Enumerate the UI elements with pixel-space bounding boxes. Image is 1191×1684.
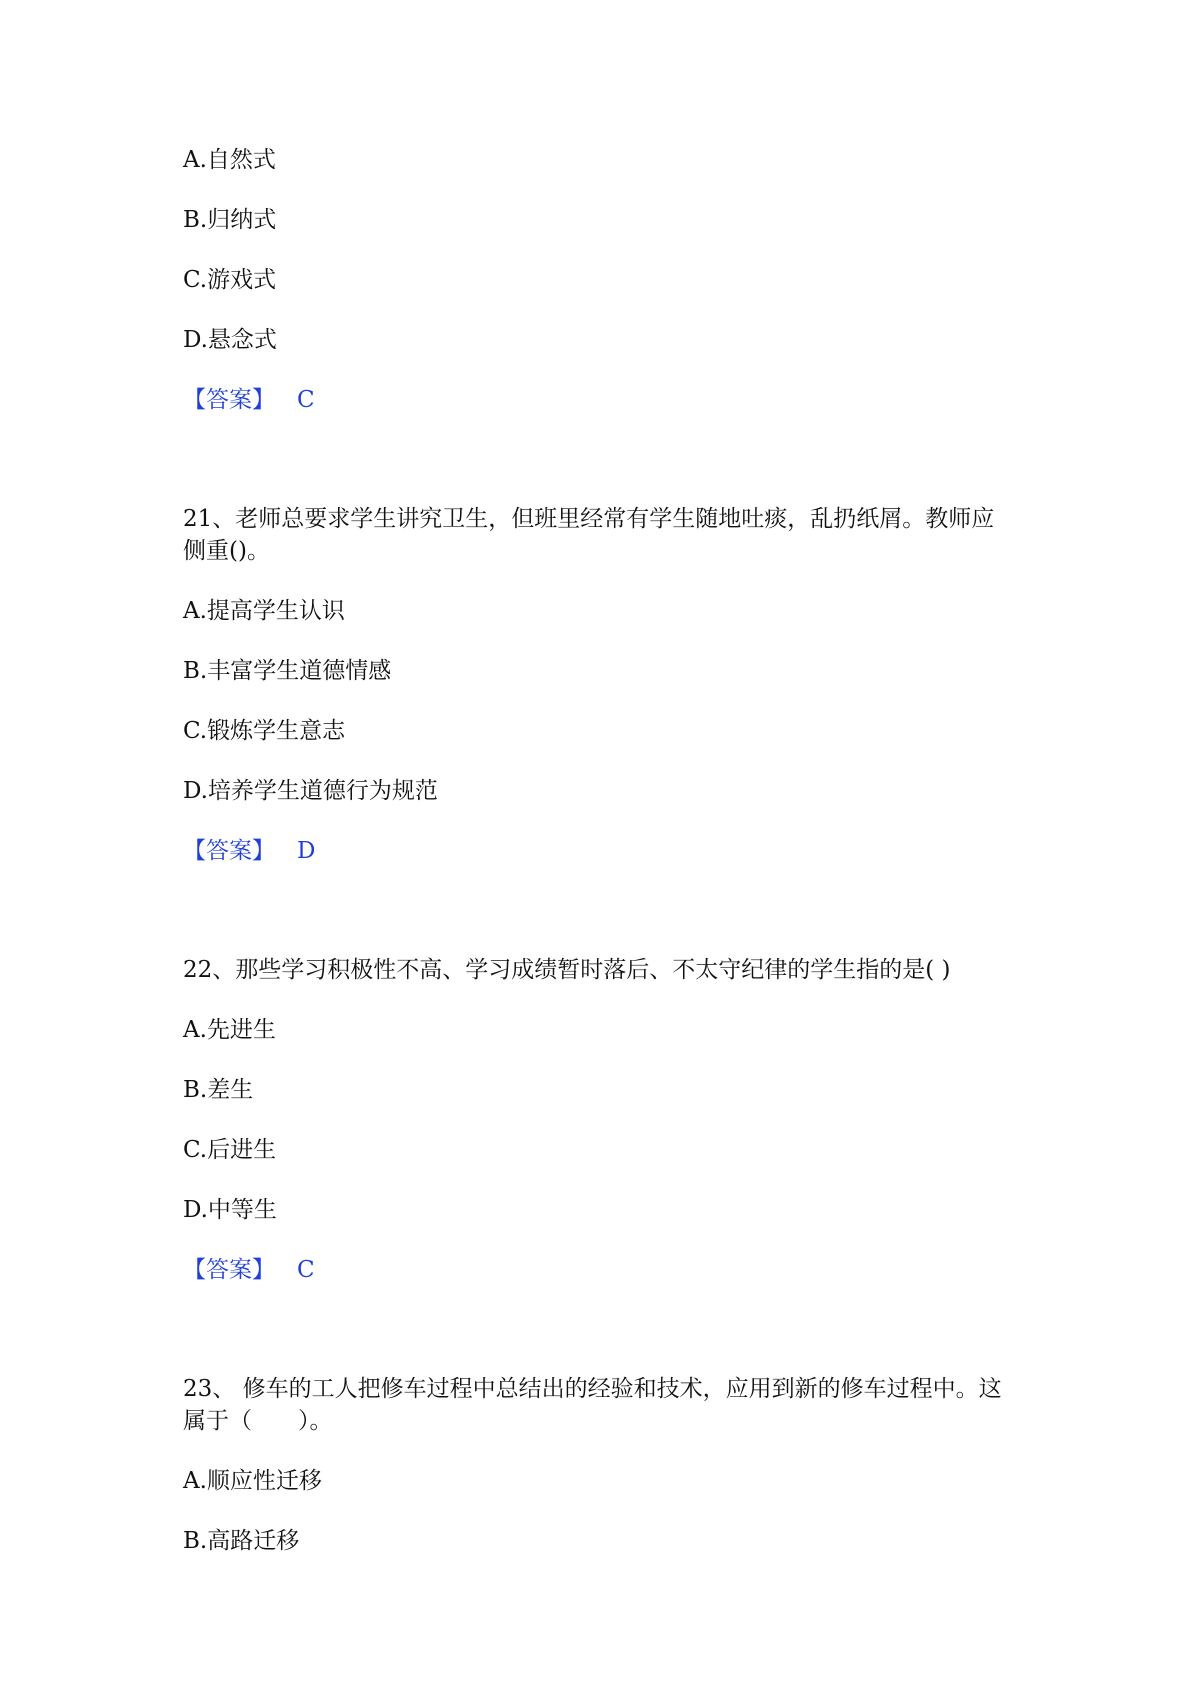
option-d: D.悬念式 <box>183 327 277 353</box>
option-c: C.锻炼学生意志 <box>183 718 346 744</box>
answer-value: C <box>297 387 315 413</box>
option-a: A.提高学生认识 <box>183 598 345 624</box>
option-b: B.丰富学生道德情感 <box>183 658 392 684</box>
option-b: B.差生 <box>183 1077 254 1103</box>
option-a: A.顺应性迁移 <box>183 1468 322 1494</box>
option-d: D.培养学生道德行为规范 <box>183 778 438 804</box>
answer-label: 【答案】 <box>183 1257 275 1283</box>
option-b: B.归纳式 <box>183 207 277 233</box>
answer-value: C <box>297 1257 315 1283</box>
answer-line <box>183 836 315 866</box>
answer-value: D <box>297 838 316 864</box>
option-a: A.自然式 <box>183 147 276 173</box>
answer-label: 【答案】 <box>183 838 275 864</box>
option-d: D.中等生 <box>183 1197 277 1223</box>
answer-label: 【答案】 <box>183 387 275 413</box>
option-c: C.游戏式 <box>183 267 277 293</box>
question-23-text: 23、 修车的工人把修车过程中总结出的经验和技术，应用到新的修车过程中。这属于（ ）。 <box>183 1376 1002 1434</box>
question-22-text: 22、那些学习积极性不高、学习成绩暂时落后、不太守纪律的学生指的是( ) <box>183 957 951 983</box>
question-21-text: 21、老师总要求学生讲究卫生，但班里经常有学生随地吐痰，乱扔纸屑。教师应侧重()。 <box>183 506 995 564</box>
option-b: B.高路迁移 <box>183 1528 300 1554</box>
option-c: C.后进生 <box>183 1137 277 1163</box>
answer-line <box>183 385 315 415</box>
answer-line <box>183 1255 315 1285</box>
option-a: A.先进生 <box>183 1017 276 1043</box>
